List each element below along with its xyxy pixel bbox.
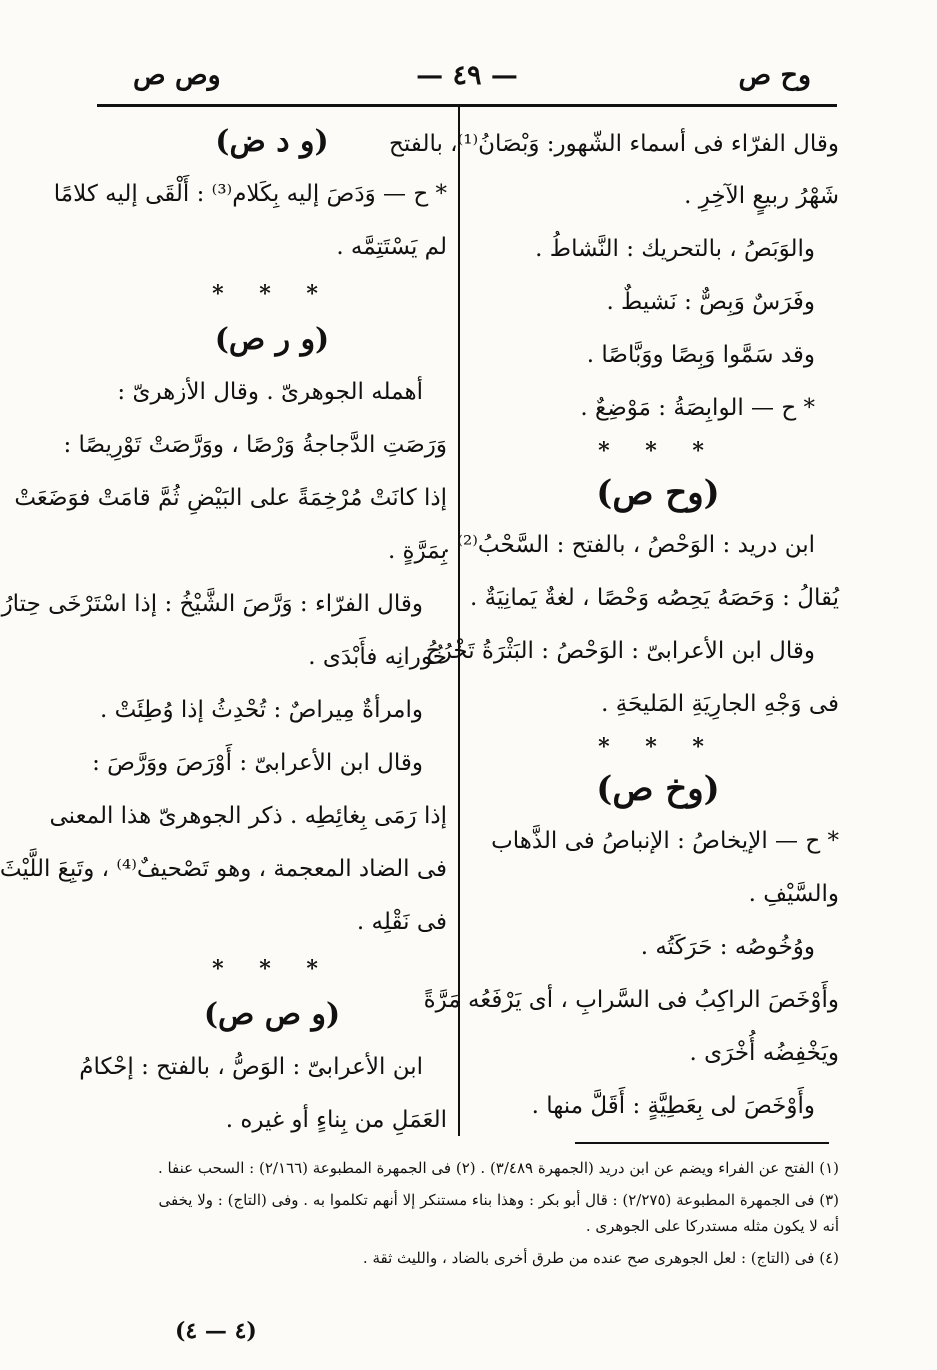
entry-line: ويَخْفِضُه أُخْرَى . bbox=[689, 1040, 839, 1066]
footnote-line: أنه لا يكون مثله مستدركا على الجوهرى . bbox=[585, 1217, 839, 1235]
footnote-rule bbox=[575, 1142, 829, 1144]
entry-line: أهمله الجوهرىّ . وقال الأزهرىّ : bbox=[117, 379, 423, 405]
entry-line: شَهْرُ ربيعٍ الآخِرِ . bbox=[684, 183, 839, 209]
entry-line: * ح — وَدَصَ إليه بِكَلام⁽³⁾ : أَلْقَى إليه كلامًا bbox=[53, 181, 447, 207]
section-separator: * * * bbox=[212, 956, 332, 982]
entry-line: والسَّيْفِ . bbox=[748, 881, 839, 907]
entry-heading: (و ر ص) bbox=[214, 322, 330, 357]
footnote-line: (٤) فى (التاج) : لعل الجوهرى صح عنده من طرق أخرى بالضاد ، والليث ثقة . bbox=[362, 1249, 839, 1267]
entry-line: ابن الأعرابىّ : الوَصُّ ، بالفتح : إحْكامُ bbox=[79, 1054, 423, 1080]
entry-heading: (وخ ص) bbox=[596, 769, 720, 809]
entry-line: * ح — الوابِصَةُ : مَوْضِعٌ . bbox=[580, 395, 815, 421]
entry-line: وأَوْخَصَ الراكِبُ فى السَّرابِ ، أى يَرْفَعُه مَرَّةً bbox=[423, 987, 839, 1013]
entry-line: ووُخُوصُه : حَرَكَتُه . bbox=[640, 934, 815, 960]
entry-line: وفَرَسٌ وَبِصٌّ : نَشيطٌ . bbox=[606, 289, 815, 315]
header-rule bbox=[97, 104, 837, 107]
left-column bbox=[0, 112, 447, 1147]
entry-line: وقد سَمَّوا وَبِصًا ووَبَّاصًا . bbox=[586, 342, 815, 368]
entry-line: وقال ابن الأعرابىّ : الوَحْصُ : البَثْرَةُ تَخْرُجُ bbox=[425, 638, 815, 664]
header-root-right: وح ص bbox=[738, 60, 811, 91]
footnote-line: (٣) فى الجمهرة المطبوعة (٢/٢٧٥) : قال أبو بكر : وهذا بناء مستنكر إلا أنهم تكلموا به . وفى (التاج) : ولا يخفى bbox=[158, 1191, 839, 1209]
signature-mark: (٤ — ٤) bbox=[175, 1318, 257, 1344]
entry-line: فى وَجْهِ الجارِيَةِ المَليحَةِ . bbox=[601, 691, 839, 717]
entry-line: فى نَقْلِه . bbox=[356, 909, 447, 935]
entry-line: وقال الفرّاء فى أسماء الشّهور: وَبْصَانُ⁽¹⁾، بالفتح bbox=[389, 131, 839, 157]
entry-line: وقال الفرّاء : وَرَّصَ الشَّيْخُ : إذا اسْتَرْخَى حِتارُ bbox=[1, 591, 423, 617]
running-header bbox=[95, 56, 839, 104]
footnotes bbox=[79, 1155, 839, 1271]
entry-line: وأَوْخَصَ لى بِعَطِيَّةٍ : أَقَلَّ منها . bbox=[531, 1093, 815, 1119]
entry-heading: (وح ص) bbox=[596, 473, 720, 513]
entry-line: والوَبَصُ ، بالتحريك : النَّشاطُ . bbox=[535, 236, 815, 262]
entry-line: إذا كانَتْ مُرْخِمَةً على البَيْضِ ثُمَّ قامَتْ فوَضَعَتْ bbox=[14, 485, 447, 511]
page-number: — ٤٩ — bbox=[416, 60, 518, 91]
entry-line: وقال ابن الأعرابىّ : أَوْرَصَ ووَرَّصَ : bbox=[92, 750, 423, 776]
entry-line: وَرَصَتِ الدَّجاجةُ وَرْصًا ، ووَرَّصَتْ تَوْرِيصًا : bbox=[63, 432, 447, 458]
header-root-left: وص ص bbox=[133, 60, 221, 91]
entry-line: إذا رَمَى بِغائِطِه . ذكر الجوهرىّ هذا المعنى bbox=[49, 803, 447, 829]
entry-line: يُقالُ : وَحَصَهُ يَحِصُه وَحْصًا ، لغةٌ يَمانِيَةٌ . bbox=[470, 585, 839, 611]
entry-line: لم يَسْتَتِمَّه . bbox=[336, 234, 447, 260]
entry-line: * ح — الإيخاصُ : الإنباصُ فى الذَّهاب bbox=[491, 828, 839, 854]
entry-line: فى الضاد المعجمة ، وهو تَصْحيفٌ⁽⁴⁾ ، وتَبِعَ اللَّيْثَ bbox=[0, 856, 447, 882]
entry-line: وامرأةٌ مِيراصٌ : تُحْدِثُ إذا وُطِئَتْ . bbox=[100, 697, 423, 723]
section-separator: * * * bbox=[598, 734, 718, 760]
entry-heading: (و د ض) bbox=[215, 124, 329, 159]
footnote-line: (١) الفتح عن الفراء ويضم عن ابن دريد (الجمهرة ٣/٤٨٩) . (٢) فى الجمهرة المطبوعة (٢/١٦٦) : السحب عنفا . bbox=[157, 1159, 839, 1177]
entry-line: ابن دريد : الوَحْصُ ، بالفتح : السَّحْبُ⁽²⁾ . bbox=[442, 532, 815, 558]
section-separator: * * * bbox=[598, 438, 718, 464]
entry-line: خُورانِه فأَبْدَى . bbox=[308, 644, 447, 670]
entry-heading: (و ص ص) bbox=[203, 997, 341, 1032]
entry-line: بِمَرَّةٍ . bbox=[387, 538, 447, 564]
section-separator: * * * bbox=[212, 281, 332, 307]
entry-line: العَمَلِ من بِناءٍ أو غيره . bbox=[225, 1107, 447, 1133]
